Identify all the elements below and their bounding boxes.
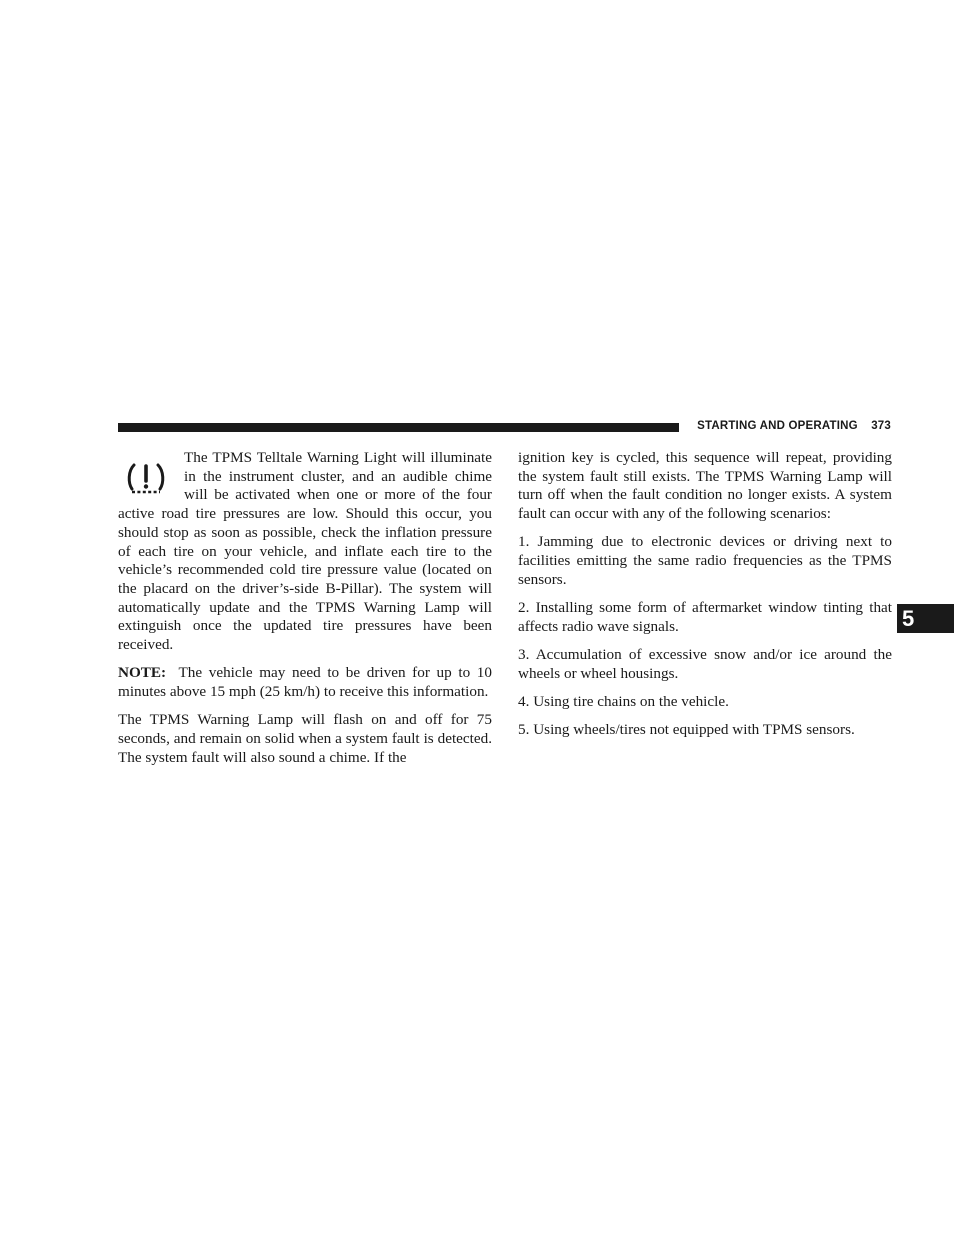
fault-paragraph: The TPMS Warning Lamp will flash on and off for 75 seconds, and remain on solid when a system fault is detected. The system fault will also sound a chime. If the xyxy=(118,711,492,766)
scenario-item-4: 4. Using tire chains on the vehicle. xyxy=(518,692,729,710)
note-label: NOTE: xyxy=(118,664,167,682)
tpms-intro-paragraph xyxy=(118,449,492,655)
running-header xyxy=(697,420,891,432)
chapter-tab: 5 xyxy=(897,604,954,633)
scenario-item-1: 1. Jamming due to electronic devices or driving next to facilities emitting the same radio frequencies as the TPMS sensors. xyxy=(518,533,892,588)
right-column xyxy=(518,449,892,749)
scenario-item-5: 5. Using wheels/tires not equipped with TPMS sensors. xyxy=(518,720,855,738)
header-rule xyxy=(118,423,679,432)
fault-continued-paragraph: ignition key is cycled, this sequence will repeat, providing the system fault still exists. The TPMS Warning Lamp will turn off when the fault condition no longer exists. A system fault can occur with any of the following scenarios: xyxy=(518,449,892,523)
scenario-item-2: 2. Installing some form of aftermarket window tinting that affects radio wave signals. xyxy=(518,598,892,635)
tpms-intro-text: The TPMS Telltale Warning Light will illuminate in the instrument cluster, and an audible chime will be activated when one or more of the four active road tire pressures are low. Should this occur, you should stop as soon as possible, check the inflation pressure of each tire on your vehicle, and inflate each tire to the vehicle’s recommended cold tire pressure value (located on the placard on the driver’s-side B-Pillar). The system will automatically update and the TPMS Warning Lamp will extinguish once the updated tire pressures have been received. xyxy=(118,449,492,654)
left-column xyxy=(118,449,492,777)
tpms-warning-icon xyxy=(118,449,184,505)
page-number: 373 xyxy=(871,420,891,432)
note-text: The vehicle may need to be driven for up to 10 minutes above 15 mph (25 km/h) to receive this information. xyxy=(118,664,492,700)
note-paragraph xyxy=(118,664,492,701)
scenario-item-3: 3. Accumulation of excessive snow and/or ice around the wheels or wheel housings. xyxy=(518,645,892,682)
section-title: STARTING AND OPERATING xyxy=(697,420,858,432)
